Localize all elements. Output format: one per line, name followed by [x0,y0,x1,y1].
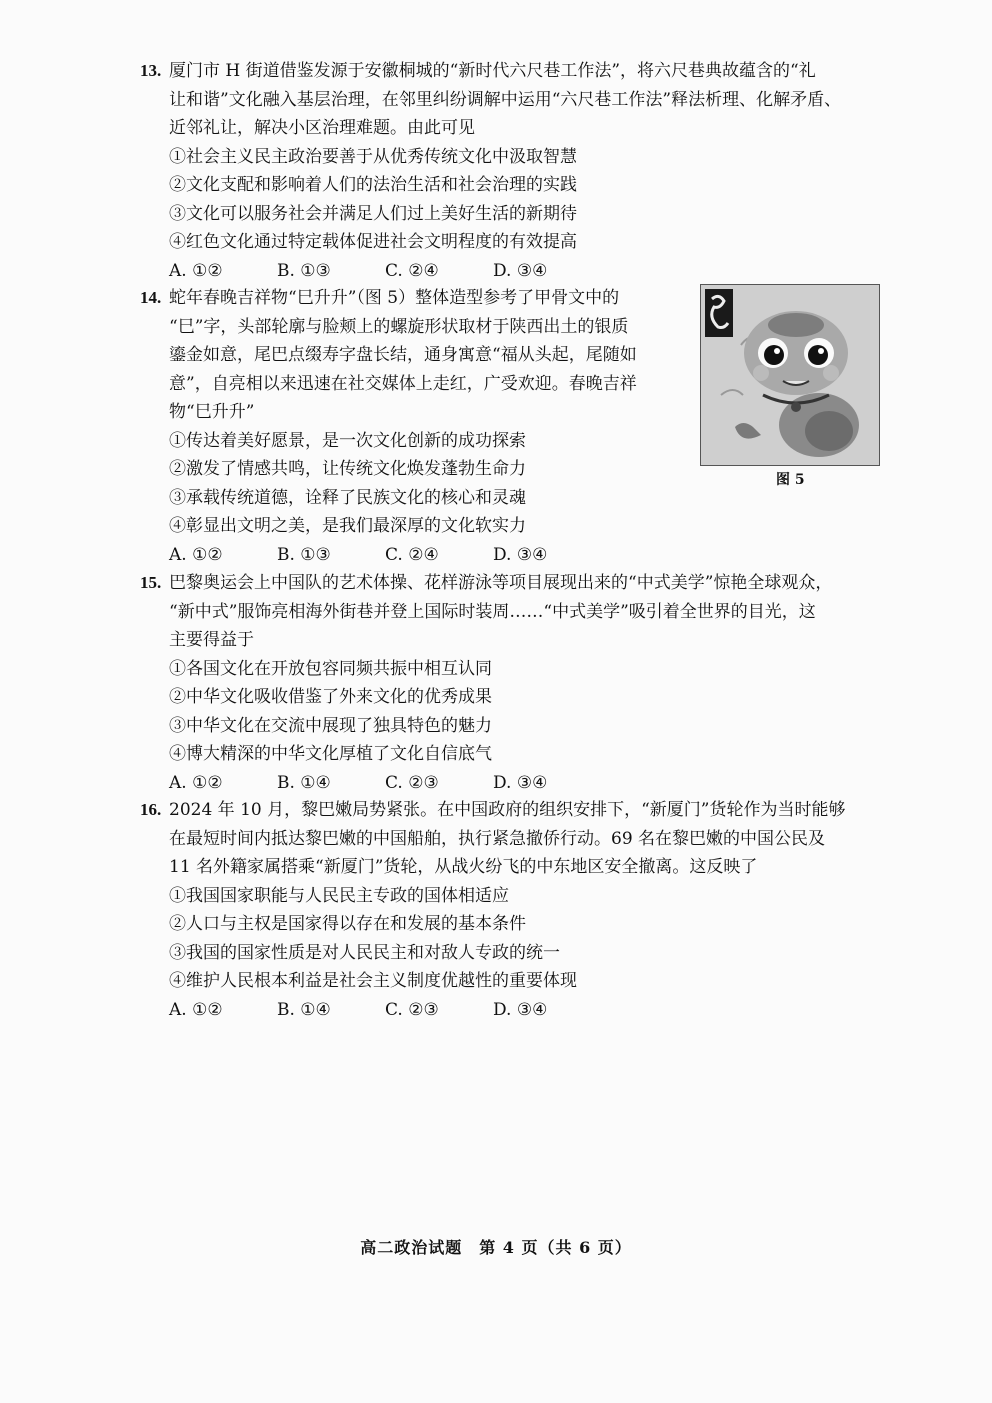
choice-d: D. ③④ [493,772,548,793]
choice-a: A. ①② [169,260,223,281]
choice-d: D. ③④ [493,544,548,565]
stem-line: “新中式”服饰亮相海外街巷并登上国际时装周……“中式美学”吸引着全世界的目光，这 [169,601,816,622]
choice-c: C. ②③ [385,772,439,793]
question-16 [140,796,885,1024]
choice-a: A. ①② [169,772,223,793]
statement-item: ③中华文化在交流中展现了独具特色的魅力 [169,715,492,736]
stem-line: 11 名外籍家属搭乘“新厦门”货轮，从战火纷飞的中东地区安全撤离。这反映了 [169,857,758,877]
answer-choices [140,257,885,286]
choice-c: C. ②③ [385,999,439,1020]
question-15 [140,569,885,797]
statement-item: ①各国文化在开放包容同频共振中相互认同 [169,658,492,679]
stem-line: 意”，自亮相以来迅速在社交媒体上走红，广受欢迎。春晚吉祥 [169,373,637,394]
question-14 [140,284,685,569]
stem-line: 蛇年春晚吉祥物“巳升升”（图 5）整体造型参考了甲骨文中的 [169,288,620,308]
stem-line: 2024 年 10 月，黎巴嫩局势紧张。在中国政府的组织安排下，“新厦门”货轮作为当时能够 [169,800,846,820]
statement-item: ②激发了情感共鸣，让传统文化焕发蓬勃生命力 [169,459,526,479]
statement-item: ④彰显出文明之美，是我们最深厚的文化软实力 [169,516,526,536]
snake-mascot-image [700,284,880,466]
choice-b: B. ①④ [277,772,331,793]
question-stem [140,284,685,427]
statement-list [140,427,685,541]
statement-list [140,143,885,257]
stem-line: 物“巳升升” [169,402,255,422]
statement-item: ④红色文化通过特定载体促进社会文明程度的有效提高 [169,232,577,252]
choice-b: B. ①④ [277,999,331,1020]
question-number: 16. [140,800,162,819]
statement-item: ④维护人民根本利益是社会主义制度优越性的重要体现 [169,971,577,991]
choice-d: D. ③④ [493,999,548,1020]
stem-line: 主要得益于 [169,630,254,650]
choice-a: A. ①② [169,544,223,565]
statement-item: ③文化可以服务社会并满足人们过上美好生活的新期待 [169,203,577,224]
stem-line: 巴黎奥运会上中国队的艺术体操、花样游泳等项目展现出来的“中式美学”惊艳全球观众， [169,573,833,593]
stem-line: “巳”字，头部轮廓与脸颊上的螺旋形状取材于陕西出土的银质 [169,316,629,337]
question-stem [140,796,885,882]
stem-line: 鎏金如意，尾巴点缀寿字盘长结，通身寓意“福从头起，尾随如 [169,345,637,365]
choice-c: C. ②④ [385,544,439,565]
stem-line: 厦门市 H 街道借鉴发源于安徽桐城的“新时代六尺巷工作法”，将六尺巷典故蕴含的“礼 [169,61,816,81]
stem-line: 在最短时间内抵达黎巴嫩的中国船舶，执行紧急撤侨行动。69 名在黎巴嫩的中国公民及 [169,828,826,849]
answer-choices [140,996,885,1025]
statement-list [140,882,885,996]
choice-a: A. ①② [169,999,223,1020]
question-number: 14. [140,288,162,307]
answer-choices [140,769,885,798]
choice-c: C. ②④ [385,260,439,281]
choice-d: D. ③④ [493,260,548,281]
question-stem [140,569,885,655]
statement-item: ④博大精深的中华文化厚植了文化自信底气 [169,744,492,764]
statement-item: ②中华文化吸收借鉴了外来文化的优秀成果 [169,687,492,707]
statement-item: ①我国国家职能与人民民主专政的国体相适应 [169,885,509,906]
stem-line: 近邻礼让，解决小区治理难题。由此可见 [169,118,475,138]
statement-item: ①传达着美好愿景，是一次文化创新的成功探索 [169,430,526,451]
question-number: 15. [140,573,162,592]
statement-item: ②人口与主权是国家得以存在和发展的基本条件 [169,914,526,934]
answer-choices [140,541,685,570]
statement-list [140,655,885,769]
statement-item: ③承载传统道德，诠释了民族文化的核心和灵魂 [169,487,526,508]
snake-mascot-icon [701,285,879,465]
statement-item: ③我国的国家性质是对人民民主和对敌人专政的统一 [169,942,560,963]
page-footer: 高二政治试题 第 4 页（共 6 页） [360,1238,632,1257]
choice-b: B. ①③ [277,260,331,281]
figure-caption: 图 5 [776,472,805,488]
question-stem [140,57,885,143]
stem-line: 让和谐”文化融入基层治理，在邻里纠纷调解中运用“六尺巷工作法”释法析理、化解矛盾、 [169,89,842,110]
question-number: 13. [140,61,162,80]
question-13 [140,57,885,285]
statement-item: ②文化支配和影响着人们的法治生活和社会治理的实践 [169,175,577,195]
statement-item: ①社会主义民主政治要善于从优秀传统文化中汲取智慧 [169,146,577,167]
choice-b: B. ①③ [277,544,331,565]
